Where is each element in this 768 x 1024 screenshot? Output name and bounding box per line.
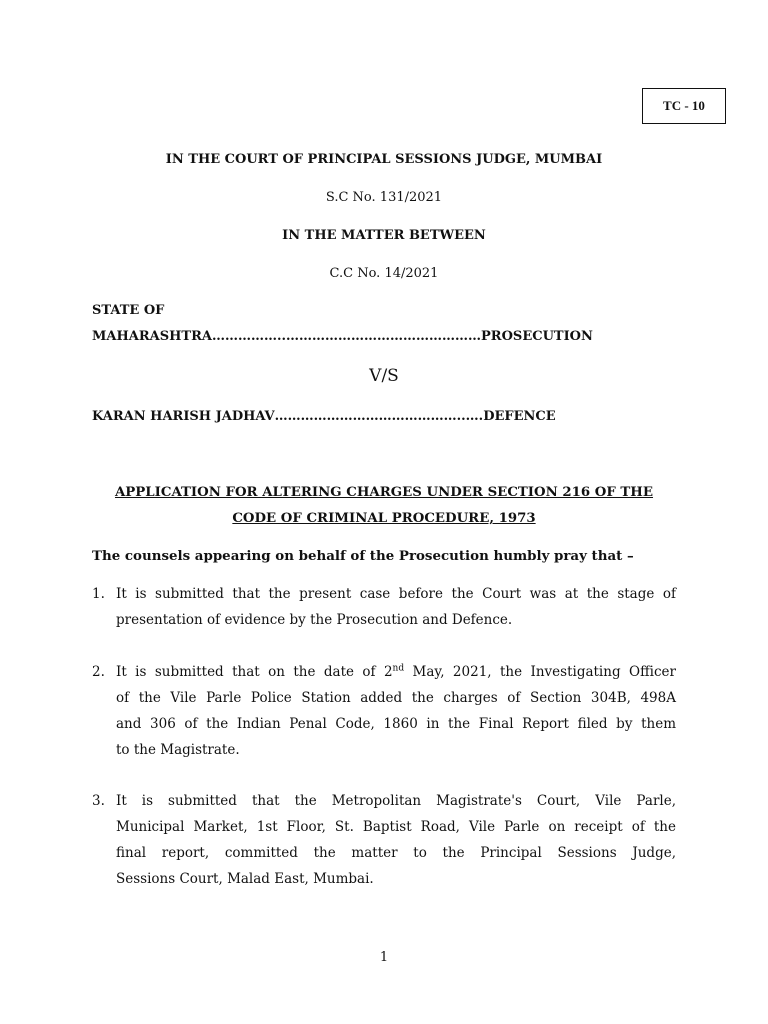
tc-label-box [642,88,726,124]
paragraph-line: It is submitted that the Metropolitan Magistrate's Court, Vile Parle, [116,793,676,809]
ordinal-suffix: nd [392,663,405,674]
paragraph-line: of the Vile Parle Police Station added the charges of Section 304B, 498A [116,690,676,706]
tc-label: TC - 10 [663,98,705,113]
paragraph-number: 3. [92,793,105,809]
paragraph-line: Sessions Court, Malad East, Mumbai. [116,871,374,887]
paragraph-line: to the Magistrate. [116,742,240,758]
prosecution-line-2: MAHARASHTRA……………..………………………………………PROSECUTION [92,329,593,344]
paragraph-line: and 306 of the Indian Penal Code, 1860 in the Final Report filed by them [116,716,676,732]
application-heading-line-2: CODE OF CRIMINAL PROCEDURE, 1973 [232,511,536,526]
paragraph-number: 1. [92,586,105,602]
paragraph-line: presentation of evidence by the Prosecution and Defence. [116,612,513,628]
paragraph-line: Municipal Market, 1st Floor, St. Baptist Road, Vile Parle on receipt of the [116,819,676,835]
paragraph-line: final report, committed the matter to the Principal Sessions Judge, [116,845,676,861]
paragraph-number: 2. [92,664,105,680]
application-heading-line-1: APPLICATION FOR ALTERING CHARGES UNDER SECTION 216 OF THE [114,485,654,500]
defence-line: KARAN HARISH JADHAV……………………………………..….DEFENCE [92,409,556,424]
line-text: It is submitted that on the date of 2 [116,664,393,680]
cc-number: C.C No. 14/2021 [329,266,439,281]
paragraph-1 [92,581,676,633]
prosecution-line-1: STATE OF [92,303,165,318]
sc-number: S.C No. 131/2021 [325,190,443,205]
paragraph-line [116,659,676,685]
court-title: IN THE COURT OF PRINCIPAL SESSIONS JUDGE, MUMBAI [165,152,603,167]
pray-line: The counsels appearing on behalf of the Prosecution humbly pray that – [92,548,634,564]
page-number: 1 [379,950,389,965]
paragraph-3 [92,788,676,892]
line-text: May, 2021, the Investigating Officer [404,664,676,680]
versus-label: V/S [369,366,399,386]
paragraph-line: It is submitted that the present case before the Court was at the stage of [116,586,676,602]
paragraph-2 [92,659,676,763]
matter-between: IN THE MATTER BETWEEN [282,228,486,243]
